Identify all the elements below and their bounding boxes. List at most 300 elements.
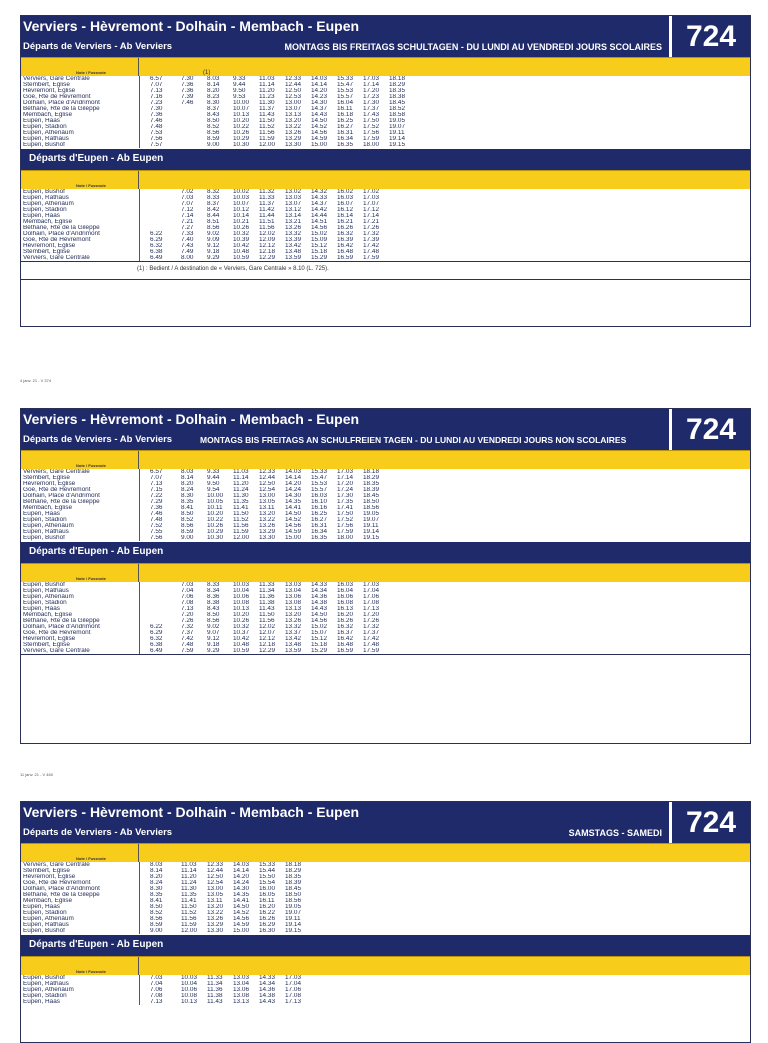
departure-time: 8.35: [150, 892, 163, 898]
departure-time: 16.59: [337, 648, 353, 654]
departure-time: 17.03: [285, 975, 301, 981]
departure-time: 7.30: [150, 106, 163, 112]
departure-time: 8.14: [181, 475, 194, 481]
service-days: SAMSTAGS - SAMEDI: [568, 828, 662, 838]
departure-time: 16.16: [311, 505, 327, 511]
departure-time: 6.57: [150, 76, 163, 82]
stop-name: Eupen, Athenäum: [21, 916, 140, 922]
departure-time: 7.21: [181, 219, 194, 225]
line-number: 724: [669, 16, 750, 57]
departure-time: 12.33: [285, 76, 301, 82]
departure-time: 10.30: [233, 142, 249, 148]
departure-time: 8.41: [150, 898, 163, 904]
departure-time: 12.12: [259, 243, 275, 249]
departure-time: 17.08: [285, 993, 301, 999]
departure-time: 17.30: [363, 100, 379, 106]
departure-time: 15.07: [311, 630, 327, 636]
departure-time: 15.44: [259, 868, 275, 874]
note-band: [21, 843, 750, 862]
departure-time: 11.32: [259, 189, 275, 195]
departure-time: 11.36: [207, 987, 223, 993]
departure-time: 7.30: [181, 76, 194, 82]
footnote-area: [21, 261, 750, 326]
departure-time: 17.48: [363, 642, 379, 648]
departure-time: 13.26: [259, 523, 275, 529]
direction-label: Départs de Verviers - Ab Verviers: [23, 434, 173, 445]
departure-time: 7.57: [150, 142, 163, 148]
timetable-header: [21, 16, 750, 57]
departure-time: 13.21: [285, 219, 301, 225]
departure-time: 18.52: [389, 106, 405, 112]
stop-name: Eupen, Athenäum: [21, 523, 140, 529]
departure-time: 13.04: [285, 588, 301, 594]
departure-time: 13.11: [207, 898, 223, 904]
service-days: MONTAGS BIS FREITAGS SCHULTAGEN - DU LUNDI AU VENDREDI JOURS SCOLAIRES: [284, 42, 662, 52]
departure-time: 14.43: [311, 112, 327, 118]
departure-time: 10.30: [207, 535, 223, 541]
departure-time: 7.22: [150, 493, 163, 499]
departure-time: 14.32: [311, 189, 327, 195]
departure-time: 12.02: [259, 231, 275, 237]
departure-time: 14.20: [285, 481, 301, 487]
departure-time: 13.42: [285, 243, 301, 249]
departure-time: 6.22: [150, 624, 163, 630]
departure-time: 7.15: [150, 487, 163, 493]
departure-time: 9.18: [207, 642, 220, 648]
departure-time: 7.55: [150, 529, 163, 535]
departure-time: 16.25: [311, 511, 327, 517]
departure-time: 11.03: [233, 469, 249, 475]
departure-time: 16.29: [259, 922, 275, 928]
departure-time: 17.50: [363, 118, 379, 124]
departure-time: 17.04: [363, 588, 379, 594]
stop-name: Eupen, Athenäum: [21, 130, 140, 136]
departure-time: 19.14: [285, 922, 301, 928]
stop-name: Verviers, Gare Centrale: [21, 469, 140, 475]
departure-time: 16.32: [337, 231, 353, 237]
stop-name: Eupen, Rathaus: [21, 529, 140, 535]
departure-time: 14.36: [259, 987, 275, 993]
stop-name: Eupen, Haas: [21, 904, 140, 910]
departure-time: 13.07: [285, 201, 301, 207]
departure-time: 11.23: [259, 94, 275, 100]
departure-time: 10.20: [207, 511, 223, 517]
departure-time: 17.04: [285, 981, 301, 987]
departure-time: 17.03: [363, 582, 379, 588]
departure-time: 14.38: [311, 600, 327, 606]
departure-time: 8.30: [181, 493, 194, 499]
departure-time: 12.29: [259, 648, 275, 654]
departure-time: 8.36: [207, 594, 220, 600]
departure-time: 16.35: [311, 535, 327, 541]
departure-time: 11.56: [259, 618, 275, 624]
return-title: Départs d'Eupen - Ab Eupen: [29, 546, 164, 557]
departure-time: 13.30: [207, 928, 223, 934]
stop-name: Eupen, Haas: [21, 213, 140, 219]
departure-time: 11.30: [181, 886, 197, 892]
departure-time: 17.30: [337, 493, 353, 499]
stop-name: Membach, Eglise: [21, 112, 140, 118]
departure-time: 17.07: [363, 201, 379, 207]
departure-time: 16.31: [337, 130, 353, 136]
departure-time: 8.56: [181, 523, 194, 529]
departure-time: 8.03: [207, 76, 220, 82]
departure-time: 17.02: [363, 189, 379, 195]
departure-time: 8.56: [207, 130, 220, 136]
departure-time: 19.11: [389, 130, 405, 136]
departure-time: 15.02: [311, 231, 327, 237]
departure-time: 14.03: [311, 76, 327, 82]
departure-time: 12.29: [259, 255, 275, 261]
departure-time: 19.14: [389, 136, 405, 142]
departure-time: 11.37: [259, 201, 275, 207]
departure-time: 9.00: [181, 535, 194, 541]
departure-time: 14.56: [285, 523, 301, 529]
departure-time: 7.26: [181, 618, 194, 624]
timetable-saturday: [20, 801, 751, 1043]
departure-time: 11.03: [259, 76, 275, 82]
departure-time: 13.42: [285, 636, 301, 642]
departure-time: 6.49: [150, 255, 163, 261]
departure-time: 15.29: [311, 648, 327, 654]
stop-name: Goé, Rte de Hèvremont: [21, 630, 140, 636]
departure-time: 12.07: [259, 630, 275, 636]
departure-time: 17.48: [363, 249, 379, 255]
stop-name: Eupen, Haas: [21, 999, 140, 1005]
departure-time: 9.02: [207, 231, 220, 237]
departure-time: 8.59: [207, 136, 220, 142]
departure-time: 17.26: [363, 225, 379, 231]
departure-time: 14.42: [311, 207, 327, 213]
stop-name: Hèvremont, Eglise: [21, 481, 140, 487]
departure-time: 7.36: [181, 88, 194, 94]
departure-time: 12.12: [259, 636, 275, 642]
departure-time: 13.29: [285, 136, 301, 142]
departure-time: 17.52: [363, 124, 379, 130]
departure-time: 13.22: [285, 124, 301, 130]
departure-time: 7.46: [150, 511, 163, 517]
departure-time: 7.02: [181, 189, 194, 195]
departure-time: 12.18: [259, 642, 275, 648]
departure-time: 10.26: [233, 618, 249, 624]
departure-time: 17.24: [337, 487, 353, 493]
outbound-table: [21, 76, 750, 148]
departure-time: 14.50: [233, 904, 249, 910]
footnote-area: [21, 654, 750, 743]
departure-time: 7.13: [181, 606, 194, 612]
outbound-table: [21, 469, 750, 541]
departure-time: 16.03: [311, 493, 327, 499]
note-label: Note / Fussnote: [75, 576, 106, 581]
departure-time: 14.30: [233, 886, 249, 892]
departure-time: 11.20: [233, 481, 249, 487]
departure-time: 14.41: [285, 505, 301, 511]
departure-time: 18.18: [285, 862, 301, 868]
stop-name: Eupen, Athenäum: [21, 201, 140, 207]
departure-time: 19.14: [363, 529, 379, 535]
departure-time: 11.14: [233, 475, 249, 481]
departure-time: 10.06: [181, 987, 197, 993]
stop-name: Eupen, Stadion: [21, 600, 140, 606]
departure-time: 8.23: [207, 94, 220, 100]
departure-time: 18.00: [363, 142, 379, 148]
departure-time: 14.37: [311, 106, 327, 112]
departure-time: 14.33: [259, 975, 275, 981]
departure-time: 10.37: [233, 630, 249, 636]
departure-time: 19.07: [389, 124, 405, 130]
note-label: Note / Fussnote: [75, 183, 106, 188]
departure-time: 8.32: [207, 189, 220, 195]
departure-time: 11.52: [181, 910, 197, 916]
stop-name: Dolhain, Place d'Andrimont: [21, 231, 140, 237]
departure-time: 11.35: [233, 499, 249, 505]
departure-time: 16.34: [337, 136, 353, 142]
stop-name: Eupen, Athenäum: [21, 987, 140, 993]
departure-time: 7.03: [150, 975, 163, 981]
departure-time: 13.26: [285, 130, 301, 136]
note-label: Note / Fussnote: [75, 856, 106, 861]
departure-time: 8.33: [207, 195, 220, 201]
stop-name: Eupen, Rathaus: [21, 981, 140, 987]
departure-time: 11.30: [259, 100, 275, 106]
departure-time: 15.18: [311, 642, 327, 648]
departure-time: 7.52: [150, 523, 163, 529]
departure-time: 16.21: [337, 219, 353, 225]
departure-time: 11.44: [259, 213, 275, 219]
stop-name: Hèvremont, Eglise: [21, 88, 140, 94]
service-days: MONTAGS BIS FREITAGS AN SCHULFREIEN TAGEN - DU LUNDI AU VENDREDI JOURS NON SCOLAIRES: [200, 435, 627, 445]
departure-time: 18.29: [389, 82, 405, 88]
departure-time: 10.13: [233, 606, 249, 612]
departure-time: 17.06: [285, 987, 301, 993]
footnote-text: (1) : Bedient / A destination de « Verviers, Gare Centrale » 8.10 (L. 725).: [137, 266, 329, 272]
departure-time: 7.23: [150, 100, 163, 106]
departure-time: 19.05: [389, 118, 405, 124]
departure-time: 12.44: [207, 868, 223, 874]
revision-note: 11 janv. 21 - V 460: [20, 772, 53, 777]
departure-time: 16.02: [337, 189, 353, 195]
departure-time: 18.45: [285, 886, 301, 892]
departure-time: 16.27: [311, 517, 327, 523]
departure-time: 14.20: [233, 874, 249, 880]
departure-time: 10.26: [207, 523, 223, 529]
departure-time: 7.53: [150, 130, 163, 136]
departure-time: 14.14: [311, 82, 327, 88]
departure-time: 19.07: [363, 517, 379, 523]
departure-time: 13.20: [207, 904, 223, 910]
departure-time: 10.48: [233, 249, 249, 255]
departure-time: 9.53: [233, 94, 246, 100]
stop-name: Goé, Rte de Hèvremont: [21, 237, 140, 243]
stop-name: Verviers, Gare Centrale: [21, 76, 140, 82]
departure-time: 17.39: [363, 237, 379, 243]
stop-name: Eupen, Stadion: [21, 910, 140, 916]
stop-name: Eupen, Bushof: [21, 975, 140, 981]
departure-time: 8.35: [181, 499, 194, 505]
departure-time: 18.29: [363, 475, 379, 481]
departure-time: 13.08: [285, 600, 301, 606]
departure-time: 10.14: [233, 213, 249, 219]
departure-time: 7.36: [181, 82, 194, 88]
departure-time: 10.59: [233, 648, 249, 654]
stop-name: Stembert, Eglise: [21, 475, 140, 481]
departure-time: 18.56: [285, 898, 301, 904]
stop-name: Eupen, Bushof: [21, 189, 140, 195]
departure-time: 14.37: [311, 201, 327, 207]
departure-time: 17.35: [337, 499, 353, 505]
stop-name: Membach, Eglise: [21, 898, 140, 904]
departure-time: 14.56: [311, 618, 327, 624]
departure-time: 7.03: [181, 195, 194, 201]
departure-time: 15.12: [311, 636, 327, 642]
departure-time: 14.03: [233, 862, 249, 868]
departure-time: 7.04: [181, 588, 194, 594]
departure-time: 10.20: [233, 612, 249, 618]
departure-time: 15.53: [337, 88, 353, 94]
departure-time: 14.56: [233, 916, 249, 922]
stop-name: Membach, Eglise: [21, 612, 140, 618]
departure-time: 13.13: [285, 112, 301, 118]
stop-name: Membach, Eglise: [21, 505, 140, 511]
stop-name: Béthane, Rte de la Gileppe: [21, 225, 140, 231]
return-section-header: [21, 934, 750, 956]
departure-time: 11.35: [181, 892, 197, 898]
departure-time: 17.59: [337, 529, 353, 535]
departure-time: 18.35: [285, 874, 301, 880]
departure-time: 9.29: [207, 648, 220, 654]
note-band: [21, 170, 750, 189]
departure-time: 9.54: [207, 487, 220, 493]
departure-time: 8.34: [207, 588, 220, 594]
departure-time: 10.02: [233, 189, 249, 195]
departure-time: 16.20: [259, 904, 275, 910]
departure-time: 14.14: [285, 475, 301, 481]
departure-time: 7.04: [150, 981, 163, 987]
departure-time: 14.38: [259, 993, 275, 999]
direction-label: Départs de Verviers - Ab Verviers: [23, 41, 173, 52]
departure-time: 15.29: [311, 255, 327, 261]
departure-time: 12.54: [259, 487, 275, 493]
departure-time: 7.36: [150, 112, 163, 118]
stop-name: Verviers, Gare Centrale: [21, 648, 140, 654]
departure-time: 14.52: [233, 910, 249, 916]
departure-time: 8.51: [207, 219, 220, 225]
stop-name: Eupen, Rathaus: [21, 195, 140, 201]
departure-time: 11.24: [233, 487, 249, 493]
stop-name: Stembert, Eglise: [21, 249, 140, 255]
departure-time: 10.59: [233, 255, 249, 261]
departure-time: 17.32: [363, 624, 379, 630]
departure-time: 17.12: [363, 207, 379, 213]
departure-time: 7.07: [150, 475, 163, 481]
note-band: [21, 956, 750, 975]
departure-time: 11.34: [259, 588, 275, 594]
departure-time: 17.59: [363, 255, 379, 261]
departure-time: 11.34: [207, 981, 223, 987]
departure-time: 16.26: [259, 916, 275, 922]
departure-time: 17.37: [363, 106, 379, 112]
departure-time: 14.43: [311, 606, 327, 612]
departure-time: 11.50: [181, 904, 197, 910]
departure-time: 16.30: [259, 928, 275, 934]
departure-time: 18.00: [337, 535, 353, 541]
departure-time: 13.29: [259, 529, 275, 535]
stop-name: Béthane, Rte de la Gileppe: [21, 106, 140, 112]
stop-name: Goé, Rte de Hèvremont: [21, 880, 140, 886]
departure-time: 13.00: [207, 886, 223, 892]
departure-time: 18.50: [285, 892, 301, 898]
departure-time: 16.18: [337, 112, 353, 118]
departure-time: 9.50: [207, 481, 220, 487]
departure-time: 7.56: [150, 535, 163, 541]
departure-time: 10.32: [233, 624, 249, 630]
departure-time: 17.20: [363, 88, 379, 94]
departure-time: 16.20: [337, 612, 353, 618]
departure-time: 10.32: [233, 231, 249, 237]
departure-time: 14.52: [285, 517, 301, 523]
stop-name: Dolhain, Place d'Andrimont: [21, 493, 140, 499]
departure-time: 13.13: [285, 606, 301, 612]
departure-time: 8.44: [207, 213, 220, 219]
departure-time: 11.52: [259, 124, 275, 130]
departure-time: 17.03: [363, 195, 379, 201]
departure-time: 12.02: [259, 624, 275, 630]
departure-time: 14.52: [311, 124, 327, 130]
departure-time: 13.02: [285, 189, 301, 195]
departure-time: 8.14: [207, 82, 220, 88]
departure-time: 11.56: [259, 130, 275, 136]
departure-time: 7.07: [181, 201, 194, 207]
departure-time: 7.48: [150, 517, 163, 523]
note-label: Note / Fussnote: [75, 70, 106, 75]
departure-time: 17.14: [363, 213, 379, 219]
departure-time: 12.50: [285, 88, 301, 94]
departure-time: 7.42: [181, 636, 194, 642]
stop-name: Stembert, Eglise: [21, 868, 140, 874]
departure-time: 10.03: [181, 975, 197, 981]
direction-label: Départs de Verviers - Ab Verviers: [23, 827, 173, 838]
departure-time: 7.48: [150, 124, 163, 130]
departure-time: 6.22: [150, 231, 163, 237]
departure-time: 11.33: [207, 975, 223, 981]
departure-time: 11.50: [233, 511, 249, 517]
departure-time: 14.41: [233, 898, 249, 904]
departure-time: 9.44: [233, 82, 246, 88]
departure-time: 16.48: [337, 249, 353, 255]
departure-time: 16.25: [337, 118, 353, 124]
departure-time: 16.27: [337, 124, 353, 130]
departure-time: 12.50: [259, 481, 275, 487]
stop-name: Membach, Eglise: [21, 219, 140, 225]
stop-name: Béthane, Rte de la Gileppe: [21, 618, 140, 624]
stop-name: Eupen, Haas: [21, 511, 140, 517]
departure-time: 17.20: [363, 612, 379, 618]
departure-time: 15.02: [311, 624, 327, 630]
departure-time: 13.29: [207, 922, 223, 928]
departure-time: 6.32: [150, 636, 163, 642]
departure-time: 17.37: [363, 630, 379, 636]
departure-time: 9.33: [233, 76, 246, 82]
departure-time: 11.38: [207, 993, 223, 999]
departure-time: 10.11: [207, 505, 223, 511]
departure-time: 17.14: [363, 82, 379, 88]
departure-time: 15.33: [337, 76, 353, 82]
departure-time: 15.33: [259, 862, 275, 868]
departure-time: 11.42: [259, 207, 275, 213]
return-table: [21, 975, 750, 1005]
departure-time: 17.03: [363, 76, 379, 82]
departure-time: 10.39: [233, 237, 249, 243]
